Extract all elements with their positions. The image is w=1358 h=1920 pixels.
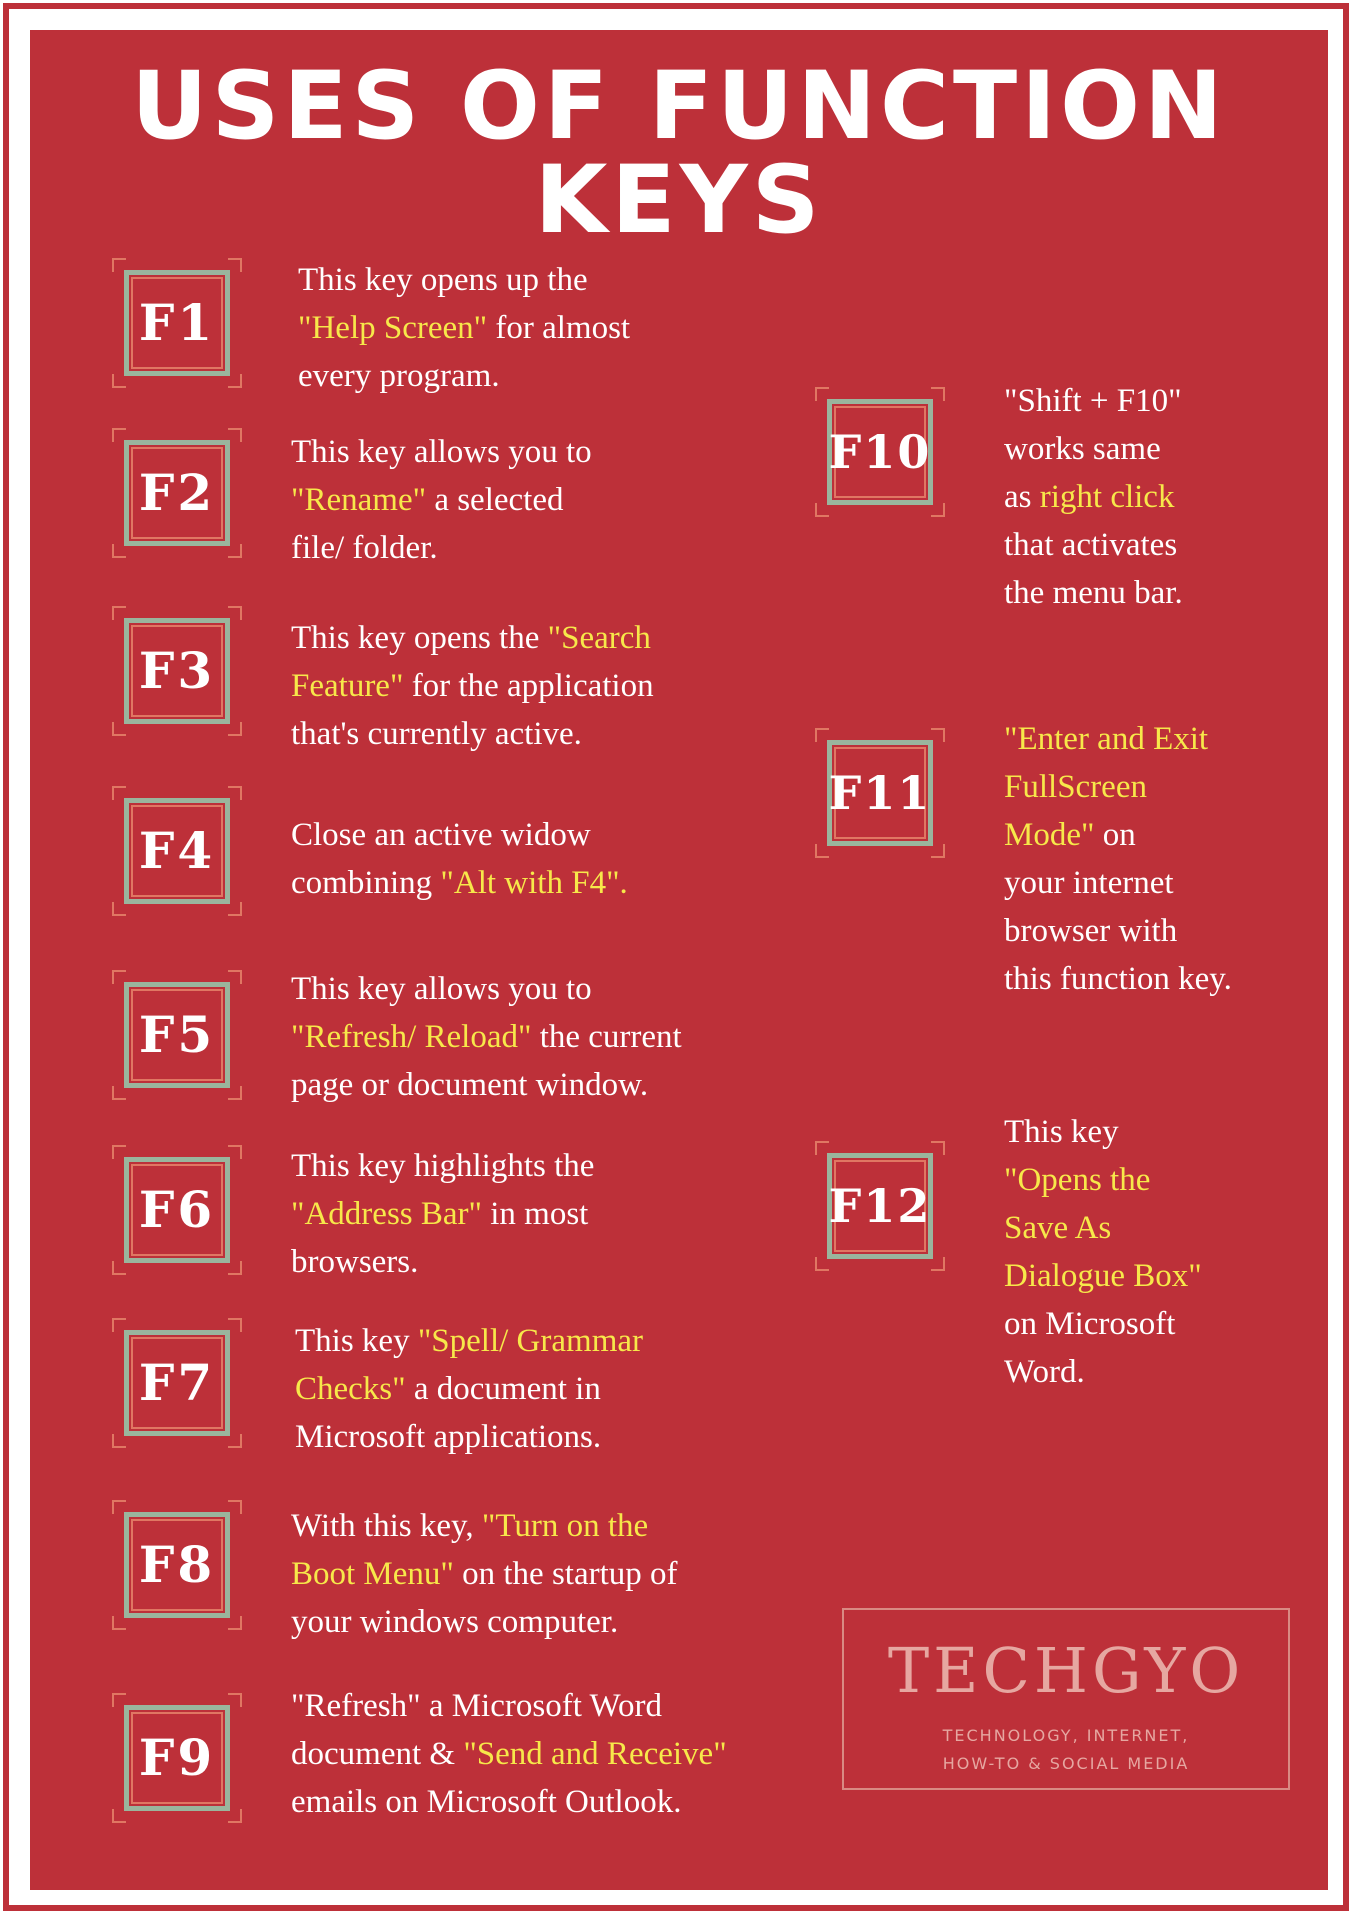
description-text: This key highlights the [291, 1148, 595, 1184]
f1-key-badge [112, 258, 242, 388]
f11-key-badge [815, 728, 945, 858]
description-line [295, 1413, 643, 1461]
description-line [298, 256, 630, 304]
description-line [291, 428, 592, 476]
highlighted-text: "Opens the [1004, 1162, 1151, 1198]
description-line [291, 476, 592, 524]
f7-key-badge [112, 1318, 242, 1448]
description-text: for almost [487, 310, 631, 346]
description-line [1004, 1156, 1202, 1204]
f6-description [291, 1142, 594, 1286]
description-text: that's currently active. [291, 716, 582, 752]
description-line [291, 965, 682, 1013]
description-text: in most [482, 1196, 589, 1232]
highlighted-text: "Search [547, 620, 651, 656]
description-text: "Refresh" a Microsoft Word [291, 1688, 663, 1724]
f9-key-badge [112, 1693, 242, 1823]
description-line [1004, 521, 1183, 569]
description-text: "Shift + F10" [1004, 383, 1182, 419]
highlighted-text: Checks" [295, 1371, 406, 1407]
highlighted-text: "Spell/ Grammar [417, 1323, 643, 1359]
f3-description [291, 614, 654, 758]
description-text: browser with [1004, 913, 1178, 949]
f1-description [298, 256, 630, 400]
highlighted-text: Dialogue Box" [1004, 1258, 1202, 1294]
description-line [291, 1550, 678, 1598]
description-text: your internet [1004, 865, 1174, 901]
description-line [1004, 763, 1232, 811]
highlighted-text: right click [1039, 479, 1175, 515]
highlighted-text: FullScreen [1004, 769, 1147, 805]
f4-key-label: F4 [138, 821, 216, 880]
f7-description [295, 1317, 643, 1461]
description-line [1004, 715, 1232, 763]
description-line [291, 662, 654, 710]
description-line [291, 811, 628, 859]
brand-tagline: TECHNOLOGY, INTERNET, HOW-TO & SOCIAL MEDIA [942, 1726, 1190, 1773]
description-text: file/ folder. [291, 530, 438, 566]
description-text: This key [295, 1323, 418, 1359]
description-line [291, 1142, 594, 1190]
description-text: This key allows you to [291, 434, 592, 470]
description-line [1004, 377, 1183, 425]
description-line [291, 1730, 727, 1778]
description-line [291, 1013, 682, 1061]
description-text: This key opens the [291, 620, 548, 656]
description-text: your windows computer. [291, 1604, 619, 1640]
description-text: that activates [1004, 527, 1178, 563]
highlighted-text: "Alt with F4". [440, 865, 628, 901]
highlighted-text: Boot Menu" [291, 1556, 454, 1592]
description-text: combining [291, 865, 441, 901]
highlighted-text: "Turn on the [481, 1508, 649, 1544]
description-text: page or document window. [291, 1067, 649, 1103]
description-line [1004, 859, 1232, 907]
f6-key-badge [112, 1145, 242, 1275]
page-title: USES OF FUNCTION KEYS [131, 52, 1227, 255]
description-text: browsers. [291, 1244, 419, 1280]
description-line [291, 1238, 594, 1286]
description-line [298, 304, 630, 352]
f2-key-badge [112, 428, 242, 558]
f2-description [291, 428, 592, 572]
description-text: works same [1004, 431, 1161, 467]
description-text: document & [291, 1736, 464, 1772]
description-line [291, 1682, 727, 1730]
description-text: This key opens up the [298, 262, 588, 298]
f1-key-label: F1 [138, 293, 216, 352]
description-text: the current [531, 1019, 682, 1055]
f9-description [291, 1682, 727, 1826]
highlighted-text: Mode" [1004, 817, 1095, 853]
f8-key-label: F8 [138, 1535, 216, 1594]
highlighted-text: "Help Screen" [298, 310, 488, 346]
description-text: Word. [1004, 1354, 1085, 1390]
description-line [1004, 1252, 1202, 1300]
highlighted-text: "Rename" [291, 482, 427, 518]
f10-description [1004, 377, 1183, 617]
f8-description [291, 1502, 678, 1646]
description-text: every program. [298, 358, 500, 394]
description-line [291, 710, 654, 758]
description-line [1004, 425, 1183, 473]
f11-key-label: F11 [828, 766, 932, 820]
description-line [291, 1061, 682, 1109]
description-line [1004, 569, 1183, 617]
description-line [291, 1190, 594, 1238]
description-text: a document in [405, 1371, 601, 1407]
description-text: This key allows you to [291, 971, 592, 1007]
description-text: Microsoft applications. [295, 1419, 602, 1455]
description-line [291, 1502, 678, 1550]
f4-description [291, 811, 628, 907]
description-line [1004, 473, 1183, 521]
description-text: With this key, [291, 1508, 482, 1544]
brand-logo [842, 1608, 1290, 1790]
description-line [291, 1778, 727, 1826]
f3-key-badge [112, 606, 242, 736]
description-line [295, 1317, 643, 1365]
highlighted-text: "Enter and Exit [1004, 721, 1209, 757]
f8-key-badge [112, 1500, 242, 1630]
f6-key-label: F6 [138, 1180, 216, 1239]
f12-key-label: F12 [828, 1179, 932, 1233]
description-text: as [1004, 479, 1040, 515]
description-text: emails on Microsoft Outlook. [291, 1784, 682, 1820]
description-line [1004, 1204, 1202, 1252]
description-text: a selected [426, 482, 564, 518]
f12-description [1004, 1108, 1202, 1396]
highlighted-text: Feature" [291, 668, 404, 704]
f2-key-label: F2 [138, 463, 216, 522]
description-line [1004, 1108, 1202, 1156]
f12-key-badge [815, 1141, 945, 1271]
f5-description [291, 965, 682, 1109]
description-line [291, 614, 654, 662]
f9-key-label: F9 [138, 1728, 216, 1787]
highlighted-text: "Send and Receive" [463, 1736, 727, 1772]
description-line [1004, 811, 1232, 859]
highlighted-text: "Address Bar" [291, 1196, 482, 1232]
f10-key-label: F10 [828, 425, 932, 479]
f5-key-label: F5 [138, 1005, 216, 1064]
description-line [291, 1598, 678, 1646]
description-text: Close an active widow [291, 817, 591, 853]
f10-key-badge [815, 387, 945, 517]
f11-description [1004, 715, 1232, 1003]
description-line [298, 352, 630, 400]
highlighted-text: "Refresh/ Reload" [291, 1019, 532, 1055]
description-line [295, 1365, 643, 1413]
f5-key-badge [112, 970, 242, 1100]
f4-key-badge [112, 786, 242, 916]
description-text: the menu bar. [1004, 575, 1183, 611]
description-text: on the startup of [453, 1556, 678, 1592]
description-line [291, 859, 628, 907]
f7-key-label: F7 [138, 1353, 216, 1412]
description-line [291, 524, 592, 572]
description-line [1004, 1300, 1202, 1348]
description-text: on Microsoft [1004, 1306, 1176, 1342]
f3-key-label: F3 [138, 641, 216, 700]
description-text: This key [1004, 1114, 1119, 1150]
description-text: for the application [403, 668, 654, 704]
description-line [1004, 1348, 1202, 1396]
description-line [1004, 955, 1232, 1003]
description-line [1004, 907, 1232, 955]
description-text: on [1094, 817, 1136, 853]
highlighted-text: Save As [1004, 1210, 1112, 1246]
description-text: this function key. [1004, 961, 1232, 997]
brand-name: TECHGYO [887, 1634, 1245, 1707]
